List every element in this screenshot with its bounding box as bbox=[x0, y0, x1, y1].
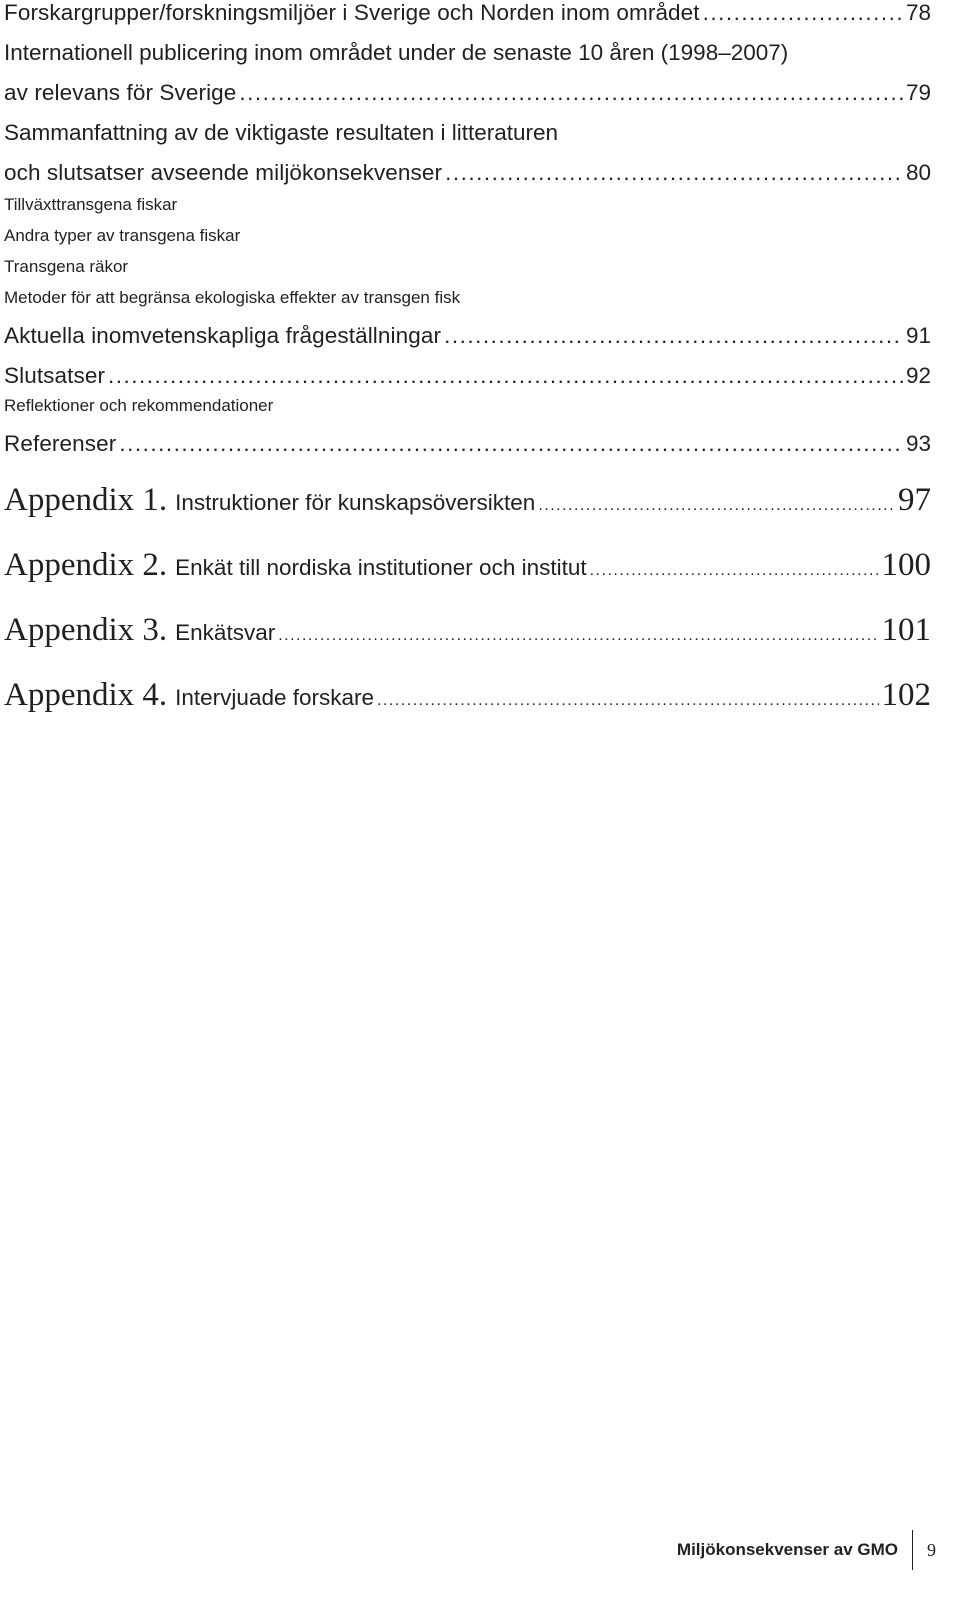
toc-subentry[interactable] bbox=[4, 195, 931, 226]
toc-subentry[interactable] bbox=[4, 288, 931, 322]
appendix-label: Appendix 3. bbox=[4, 612, 168, 648]
dot-leader bbox=[590, 562, 879, 580]
dot-leader bbox=[239, 79, 903, 106]
toc-entry-title-cont: av relevans för Sverige bbox=[4, 80, 237, 105]
toc-entry[interactable] bbox=[4, 159, 931, 195]
toc-subentry-title: Reflektioner och rekommendationer bbox=[4, 396, 274, 415]
toc-subentry[interactable] bbox=[4, 396, 931, 430]
toc-subentry-title: Metoder för att begränsa ekologiska effekter av transgen fisk bbox=[4, 288, 461, 307]
toc-entry-title-cont: och slutsatser avseende miljökonsekvenser bbox=[4, 160, 443, 185]
toc-page-number: 80 bbox=[905, 160, 931, 185]
appendix-page-number: 100 bbox=[881, 547, 931, 583]
toc-entry-title: Aktuella inomvetenskapliga frågeställningar bbox=[4, 323, 442, 348]
toc-entry[interactable] bbox=[4, 430, 931, 482]
toc-subentry[interactable] bbox=[4, 257, 931, 288]
appendix-page-number: 101 bbox=[881, 612, 931, 648]
footer-publication-title: Miljökonsekvenser av GMO bbox=[676, 1540, 898, 1559]
dot-leader bbox=[377, 692, 878, 710]
page-footer bbox=[677, 1530, 936, 1570]
toc-subentry[interactable] bbox=[4, 226, 931, 257]
toc-entry[interactable] bbox=[4, 0, 931, 39]
appendix-title: Instruktioner för kunskapsöversikten bbox=[175, 490, 536, 515]
dot-leader bbox=[119, 430, 903, 457]
toc-entry-title: Slutsatser bbox=[4, 363, 106, 388]
toc-page-number: 91 bbox=[905, 323, 931, 348]
toc-page-number: 93 bbox=[905, 431, 931, 456]
toc-entry-title: Referenser bbox=[4, 431, 117, 456]
appendix-label: Appendix 4. bbox=[4, 677, 168, 713]
appendix-entry-2[interactable] bbox=[4, 547, 931, 612]
toc-page-number: 78 bbox=[905, 0, 931, 25]
dot-leader bbox=[444, 322, 903, 349]
appendix-title: Enkät till nordiska institutioner och institut bbox=[175, 555, 587, 580]
dot-leader bbox=[538, 497, 895, 515]
dot-leader bbox=[703, 0, 903, 26]
toc-entry-line[interactable] bbox=[4, 119, 931, 159]
appendix-page-number: 102 bbox=[881, 677, 931, 713]
toc-entry-line[interactable] bbox=[4, 39, 931, 79]
appendix-label: Appendix 2. bbox=[4, 547, 168, 583]
dot-leader bbox=[108, 362, 903, 389]
toc-entry-title: Forskargrupper/forskningsmiljöer i Sverige och Norden inom området bbox=[4, 0, 700, 25]
toc-subentry-title: Transgena räkor bbox=[4, 257, 129, 276]
dot-leader bbox=[445, 159, 903, 186]
table-of-contents bbox=[4, 0, 931, 742]
toc-subentry-title: Tillväxttransgena fiskar bbox=[4, 195, 178, 214]
appendix-entry-3[interactable] bbox=[4, 612, 931, 677]
toc-entry[interactable] bbox=[4, 79, 931, 119]
appendix-page-number: 97 bbox=[898, 482, 931, 518]
toc-entry[interactable] bbox=[4, 362, 931, 396]
toc-entry-title: Internationell publicering inom området under de senaste 10 åren (1998–2007) bbox=[4, 40, 789, 65]
footer-page-number: 9 bbox=[927, 1539, 936, 1560]
toc-page-number: 92 bbox=[905, 363, 931, 388]
appendix-title: Enkätsvar bbox=[175, 620, 276, 645]
appendix-label: Appendix 1. bbox=[4, 482, 168, 518]
appendix-entry-1[interactable] bbox=[4, 482, 931, 547]
toc-page-number: 79 bbox=[905, 80, 931, 105]
appendix-title: Intervjuade forskare bbox=[175, 685, 375, 710]
toc-subentry-title: Andra typer av transgena fiskar bbox=[4, 226, 241, 245]
toc-entry[interactable] bbox=[4, 322, 931, 362]
appendix-entry-4[interactable] bbox=[4, 677, 931, 742]
toc-entry-title: Sammanfattning av de viktigaste resultaten i litteraturen bbox=[4, 120, 559, 145]
dot-leader bbox=[278, 627, 878, 645]
